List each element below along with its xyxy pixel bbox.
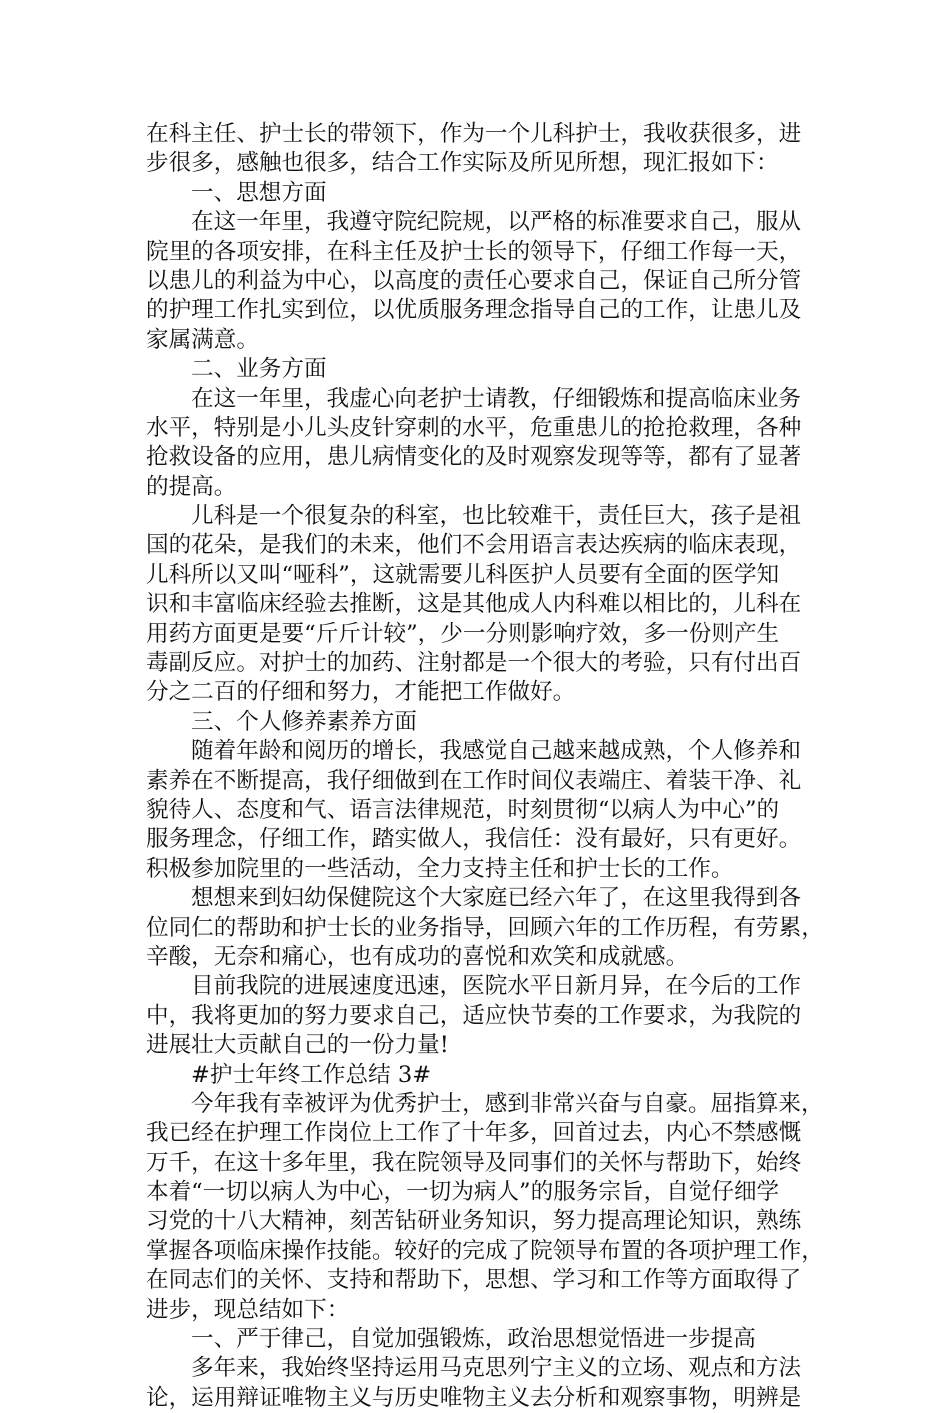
text-line: 一、思想方面 bbox=[191, 179, 327, 206]
text-line: 本着“一切以病人为中心，一切为病人”的服务宗旨，自觉仔细学 bbox=[146, 1179, 780, 1206]
text-line: 位同仁的帮助和护士长的业务指导，回顾六年的工作历程，有劳累， bbox=[146, 914, 824, 941]
text-line: 进步，现总结如下： bbox=[146, 1296, 350, 1323]
text-line: 在科主任、护士长的带领下，作为一个儿科护士，我收获很多，进 bbox=[146, 121, 802, 147]
text-line: 服务理念，仔细工作，踏实做人，我信任：没有最好，只有更好。 bbox=[146, 826, 802, 853]
text-line: 随着年龄和阅历的增长，我感觉自己越来越成熟，个人修养和 bbox=[191, 738, 802, 765]
text-line: 儿科是一个很复杂的科室，也比较难干，责任巨大，孩子是祖 bbox=[191, 503, 802, 530]
text-line: 在这一年里，我虚心向老护士请教，仔细锻炼和提高临床业务 bbox=[191, 385, 802, 412]
text-line: 以患儿的利益为中心，以高度的责任心要求自己，保证自己所分管 bbox=[146, 267, 802, 294]
text-line: 习党的十八大精神，刻苦钻研业务知识，努力提高理论知识，熟练 bbox=[146, 1208, 802, 1235]
text-line: 国的花朵，是我们的未来，他们不会用语言表达疾病的临床表现， bbox=[146, 532, 802, 559]
text-line: #护士年终工作总结 3# bbox=[191, 1061, 432, 1088]
text-line: 抢救设备的应用，患儿病情变化的及时观察发现等等，都有了显著 bbox=[146, 444, 802, 471]
text-line: 多年来，我始终坚持运用马克思列宁主义的立场、观点和方法 bbox=[191, 1355, 802, 1382]
text-line: 家属满意。 bbox=[146, 326, 259, 353]
text-line: 今年我有幸被评为优秀护士，感到非常兴奋与自豪。屈指算来， bbox=[191, 1090, 824, 1117]
text-line: 论，运用辩证唯物主义与历史唯物主义去分析和观察事物，明辨是 bbox=[146, 1384, 802, 1411]
document-page bbox=[146, 120, 830, 1413]
text-line: 目前我院的进展速度迅速，医院水平日新月异，在今后的工作 bbox=[191, 973, 802, 1000]
text-line: 在这一年里，我遵守院纪院规，以严格的标准要求自己，服从 bbox=[191, 209, 802, 236]
text-line: 水平，特别是小儿头皮针穿刺的水平，危重患儿的抢抢救理，各种 bbox=[146, 414, 802, 441]
text-line: 的护理工作扎实到位，以优质服务理念指导自己的工作，让患儿及 bbox=[146, 297, 802, 324]
text-line: 辛酸，无奈和痛心，也有成功的喜悦和欢笑和成就感。 bbox=[146, 943, 689, 970]
text-line: 的提高。 bbox=[146, 473, 237, 500]
text-line: 院里的各项安排，在科主任及护士长的领导下，仔细工作每一天， bbox=[146, 238, 802, 265]
text-line: 我已经在护理工作岗位上工作了十年多，回首过去，内心不禁感慨 bbox=[146, 1120, 802, 1147]
text-line: 掌握各项临床操作技能。较好的完成了院领导布置的各项护理工作， bbox=[146, 1237, 824, 1264]
text-line: 积极参加院里的一些活动，全力支持主任和护士长的工作。 bbox=[146, 855, 734, 882]
text-line: 儿科所以又叫“哑科”，这就需要儿科医护人员要有全面的医学知 bbox=[146, 561, 780, 588]
text-line: 步很多，感触也很多，结合工作实际及所见所想，现汇报如下： bbox=[146, 150, 779, 177]
text-line: 进展壮大贡献自己的一份力量! bbox=[146, 1032, 449, 1059]
text-line: 想想来到妇幼保健院这个大家庭已经六年了，在这里我得到各 bbox=[191, 885, 802, 912]
text-line: 毒副反应。对护士的加药、注射都是一个很大的考验，只有付出百 bbox=[146, 650, 802, 677]
text-line: 用药方面更是要“斤斤计较”，少一分则影响疗效，多一份则产生 bbox=[146, 620, 780, 647]
text-line: 三、个人修养素养方面 bbox=[191, 708, 417, 735]
text-line: 貌待人、态度和气、语言法律规范，时刻贯彻“以病人为中心”的 bbox=[146, 796, 780, 823]
text-line: 分之二百的仔细和努力，才能把工作做好。 bbox=[146, 679, 576, 706]
text-line: 一、严于律己，自觉加强锻炼，政治思想觉悟进一步提高 bbox=[191, 1326, 756, 1353]
text-line: 在同志们的关怀、支持和帮助下，思想、学习和工作等方面取得了 bbox=[146, 1267, 802, 1294]
text-line: 识和丰富临床经验去推断，这是其他成人内科难以相比的，儿科在 bbox=[146, 591, 802, 618]
text-line: 素养在不断提高，我仔细做到在工作时间仪表端庄、着装干净、礼 bbox=[146, 767, 802, 794]
text-line: 中，我将更加的努力要求自己，适应快节奏的工作要求，为我院的 bbox=[146, 1002, 802, 1029]
text-line: 二、业务方面 bbox=[191, 356, 327, 383]
text-line: 万千，在这十多年里，我在院领导及同事们的关怀与帮助下，始终 bbox=[146, 1149, 802, 1176]
